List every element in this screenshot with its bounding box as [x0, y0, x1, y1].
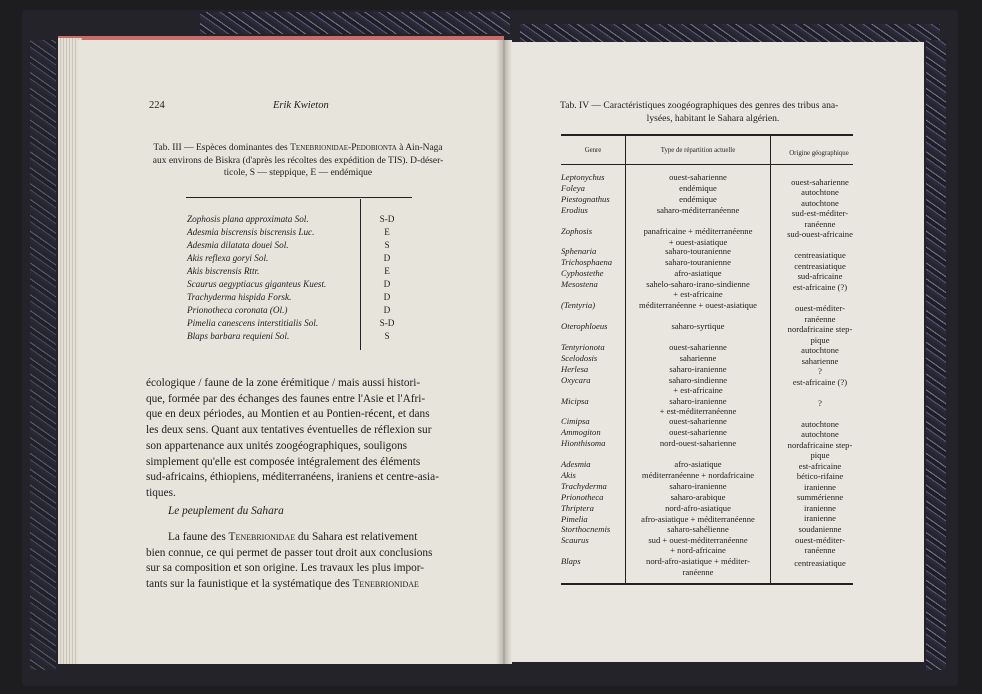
distribution: endémique: [679, 194, 717, 204]
origin: ouest-méditer-: [795, 535, 845, 545]
table3-caption: [150, 142, 446, 180]
origin: centreasiatique: [794, 261, 846, 271]
text-line: sud-africains, éthiopiens, méditerranéens, iraniens et centre-asia-: [146, 471, 439, 484]
distribution: ouest-saharienne: [669, 416, 727, 426]
origin: summérienne: [796, 492, 844, 502]
origin: pique: [810, 335, 830, 345]
origin: ranéenne: [804, 314, 836, 324]
distribution: sahelo-saharo-irano-sindienne: [646, 279, 750, 289]
origin: nordafricaine step-: [787, 324, 853, 334]
text: tants sur la faunistique et la systématique des: [146, 578, 350, 591]
origin: ?: [818, 366, 822, 376]
genus: Thriptera: [561, 503, 594, 513]
genus: Trachyderma: [561, 481, 607, 491]
distribution: afro-asiatique: [674, 459, 722, 469]
table4-divider-2: [770, 136, 771, 583]
family-name: Tenebrionidae: [228, 531, 295, 543]
origin: autochtone: [801, 187, 839, 197]
caption-text: ticole, S — steppique, E — endémique: [223, 168, 373, 178]
genus: Tentyrionota: [561, 342, 605, 352]
genus: Foleya: [561, 183, 585, 193]
distribution: saharienne: [679, 353, 717, 363]
species-code: D: [383, 305, 391, 315]
book-gutter: [496, 40, 512, 664]
origin: autochtone: [801, 419, 839, 429]
page-number: 224: [149, 100, 165, 111]
family-name: Tenebrionidae-Pedobionta: [290, 143, 397, 153]
species-code: S-D: [379, 214, 395, 224]
distribution: saharo-méditerranéenne: [656, 205, 740, 215]
origin: iranienne: [804, 482, 836, 492]
distribution: saharo-iranienne: [669, 364, 727, 374]
genus: Ammogiton: [561, 427, 601, 437]
marbled-endpaper-right: [926, 40, 946, 670]
distribution: saharo-sahélienne: [667, 524, 729, 534]
origin: autochtone: [801, 198, 839, 208]
species-name: Adesmia dilatata douei Sol.: [187, 240, 289, 250]
table4-rule-top: [561, 134, 853, 136]
distribution: saharo-touranienne: [665, 257, 731, 267]
origin: bético-rifaine: [796, 471, 844, 481]
species-name: Adesmia biscrensis biscrensis Luc.: [187, 227, 315, 237]
origin: autochtone: [801, 429, 839, 439]
distribution: ouest-saharienne: [669, 427, 727, 437]
header-distribution: Type de répartition actuelle: [660, 147, 736, 154]
text-line: sur sa composition et son origine. Les travaux les plus impor-: [146, 562, 425, 575]
text-line: tiques.: [146, 486, 176, 499]
marbled-endpaper-top-right: [520, 24, 940, 42]
genus: Sphenaria: [561, 246, 597, 256]
text-line: son appartenance aux unités zoogéographiques, souligons: [146, 439, 408, 452]
origin: ouest-méditer-: [795, 303, 845, 313]
genus: Mesostena: [561, 279, 598, 289]
origin: pique: [810, 450, 830, 460]
origin: soudanienne: [798, 524, 842, 534]
origin: iranienne: [804, 513, 836, 523]
species-code: S: [384, 331, 390, 341]
distribution: nord-ouest-saharienne: [659, 438, 737, 448]
distribution: nord-afro-asiatique: [665, 503, 731, 513]
distribution: + est-africaine: [673, 385, 723, 395]
distribution: saharo-iranienne: [669, 396, 727, 406]
text-line: les deux sens. Quant aux tentatives éventuelles de réflexion sur: [146, 424, 432, 437]
origin: ranéenne: [804, 545, 836, 555]
genus: Prionotheca: [561, 492, 604, 502]
species-code: D: [383, 292, 391, 302]
genus: Piestognathus: [561, 194, 610, 204]
distribution: + est-méditerranéenne: [659, 406, 737, 416]
text: La faune des: [168, 531, 226, 543]
origin: nordafricaine step-: [787, 440, 853, 450]
genus: Blaps: [561, 556, 581, 566]
genus: Leptonychus: [561, 172, 605, 182]
distribution: ouest-saharienne: [669, 172, 727, 182]
distribution: panafricaine + méditerranéenne: [643, 226, 753, 236]
origin: sud-est-méditer-: [791, 208, 849, 218]
genus: Scaurus: [561, 535, 589, 545]
species-name: Akis reflexa goryi Sol.: [187, 253, 269, 263]
distribution: nord-afro-asiatique + méditer-: [646, 556, 750, 566]
species-code: S: [384, 240, 390, 250]
genus: Storthocnemis: [561, 524, 611, 534]
species-name: Pimelia canescens interstitialis Sol.: [187, 318, 319, 328]
distribution: saharo-touranienne: [665, 246, 731, 256]
genus: Zophosis: [561, 226, 593, 236]
genus: Erodius: [561, 205, 588, 215]
species-code: E: [384, 227, 390, 237]
distribution: méditerranéenne + ouest-asiatique: [639, 300, 757, 310]
origin: ranéenne: [804, 219, 836, 229]
text-line: que, formée par des échanges des faunes entre l'Asie et l'Afri-: [146, 392, 426, 405]
distribution: saharo-syrtique: [671, 321, 725, 331]
text: du Sahara est relativement: [297, 531, 418, 543]
distribution: afro-asiatique: [674, 268, 722, 278]
caption-text: Tab. III — Espèces dominantes des: [153, 143, 288, 153]
table4-rule-header: [561, 164, 853, 165]
table4-caption: [560, 99, 866, 125]
distribution: sud + ouest-méditerranéenne: [648, 535, 748, 545]
origin: sud-ouest-africaine: [787, 229, 853, 239]
origin: est-africaine (?): [792, 377, 848, 387]
origin: est-africaine: [798, 461, 842, 471]
family-name: Tenebrionidae: [352, 578, 419, 591]
genus: (Tentyria): [561, 300, 596, 310]
species-name: Trachyderma hispida Forsk.: [187, 292, 292, 302]
text-line: simplement qu'elle est composée intégralement des éléments: [146, 455, 421, 468]
table4-divider-1: [625, 136, 626, 583]
species-code: E: [384, 266, 390, 276]
distribution: + est-africaine: [673, 289, 723, 299]
table-divider: [360, 199, 361, 350]
genus: Hionthisoma: [561, 438, 606, 448]
species-name: Prionotheca coronata (Ol.): [187, 305, 288, 315]
distribution: ouest-saharienne: [669, 342, 727, 352]
species-name: Zophosis plana approximata Sol.: [187, 214, 309, 224]
genus: Pimelia: [561, 514, 588, 524]
caption-text: aux environs de Biskra (d'après les récoltes des expédition de TIS). D-déser-: [152, 155, 444, 166]
distribution: saharo-arabique: [670, 492, 726, 502]
species-code: D: [383, 279, 391, 289]
header-origin: Origine géographique: [789, 150, 849, 157]
distribution: afro-asiatique + méditerranéenne: [641, 514, 755, 524]
caption-text: Tab. IV — Caractéristiques zoogéographiques des genres des tribus ana-: [560, 100, 839, 111]
genus: Adesmia: [561, 459, 591, 469]
genus: Oxycara: [561, 375, 591, 385]
distribution: + ouest-asiatique: [668, 237, 728, 247]
genus: Cyphostethe: [561, 268, 604, 278]
origin: saharienne: [801, 356, 839, 366]
genus: Akis: [561, 470, 576, 480]
paragraph-1: [146, 376, 449, 502]
species-code: S-D: [379, 318, 395, 328]
origin: est-africaine (?): [792, 282, 848, 292]
marbled-endpaper-left: [30, 40, 56, 670]
distribution: méditerranéenne + nordafricaine: [641, 470, 755, 480]
origin: sud-africaine: [797, 271, 843, 281]
distribution: endémique: [679, 183, 717, 193]
genus: Micipsa: [561, 396, 589, 406]
caption-text: lysées, habitant le Sahara algérien.: [646, 113, 780, 124]
distribution: ranéenne: [682, 567, 714, 577]
genus: Scelodosis: [561, 353, 598, 363]
genus: Herlesa: [561, 364, 589, 374]
species-name: Akis biscrensis Rttr.: [187, 266, 260, 276]
paragraph-2: [146, 530, 449, 593]
distribution: + nord-africaine: [670, 545, 726, 555]
origin: iranienne: [804, 503, 836, 513]
origin: ouest-saharienne: [791, 177, 849, 187]
species-name: Scaurus aegyptiacus giganteus Kuest.: [187, 279, 327, 289]
genus: Cimipsa: [561, 416, 590, 426]
text-line: écologique / faune de la zone érémitique / mais aussi histori-: [146, 377, 421, 389]
marbled-endpaper-top: [200, 12, 510, 34]
section-heading: Le peuplement du Sahara: [168, 505, 284, 517]
header-genre: Genre: [584, 147, 602, 154]
species-name: Blaps barbara requieni Sol.: [187, 331, 290, 341]
table-rule-top: [186, 197, 412, 198]
distribution: saharo-sindienne: [668, 375, 728, 385]
species-code: D: [383, 253, 391, 263]
genus: Trichosphaena: [561, 257, 613, 267]
table4-rule-bottom: [561, 583, 853, 585]
origin: ?: [818, 398, 822, 408]
genus: Oterophloeus: [561, 321, 608, 331]
caption-text: à Ain-Naga: [399, 143, 443, 153]
origin: autochtone: [801, 345, 839, 355]
origin: centreasiatique: [794, 250, 846, 260]
text-line: bien connue, ce qui permet de passer tout droit aux conclusions: [146, 546, 433, 559]
distribution: saharo-iranienne: [669, 481, 727, 491]
text-line: que en deux périodes, au Montien et au Pontien-récent, et dans: [146, 408, 430, 421]
origin: centreasiatique: [794, 558, 846, 568]
running-head: Erik Kwieton: [273, 100, 329, 111]
